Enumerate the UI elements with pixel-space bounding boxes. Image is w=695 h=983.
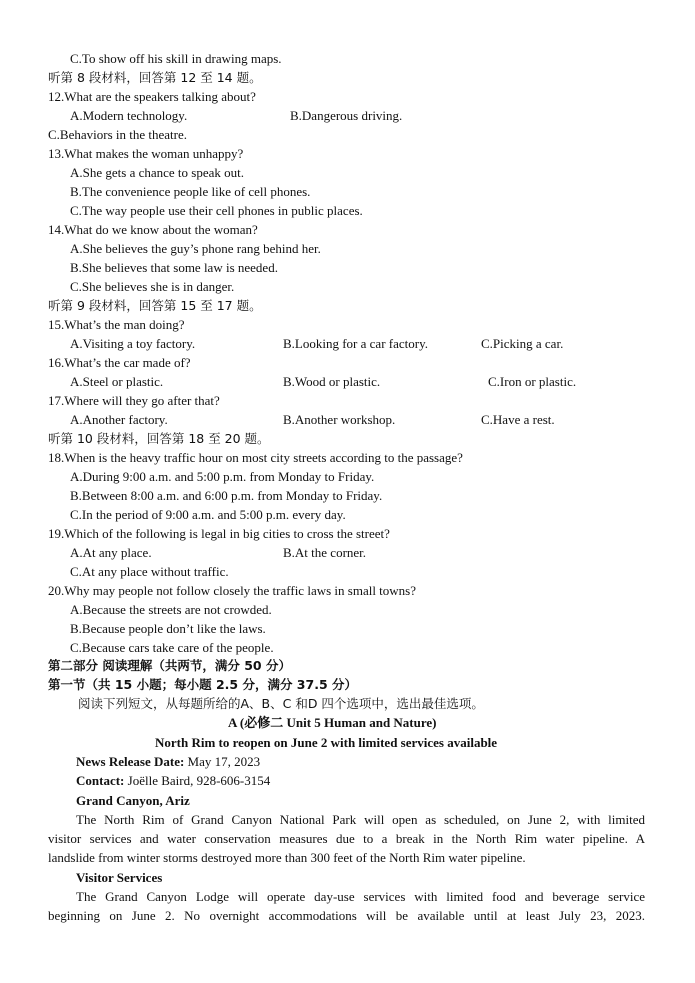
question-16-option-b: B.Wood or plastic. [283, 374, 381, 389]
question-18: 18.When is the heavy traffic hour on most city streets according to the passage? [48, 450, 463, 465]
paragraph-2-line-1: The Grand Canyon Lodge will operate day-use services with limited food and beverage service [76, 889, 645, 904]
question-13-option-a: A.She gets a chance to speak out. [70, 165, 245, 180]
question-17-option-c: C.Have a rest. [481, 412, 555, 427]
question-18-option-b: B.Between 8:00 a.m. and 6:00 p.m. from Monday to Friday. [70, 488, 383, 503]
question-15-option-b: B.Looking for a car factory. [283, 336, 428, 351]
question-18-option-c: C.In the period of 9:00 a.m. and 5:00 p.m. every day. [70, 507, 346, 522]
question-12: 12.What are the speakers talking about? [48, 89, 256, 104]
news-release-date-value: May 17, 2023 [184, 754, 261, 769]
question-15-option-c: C.Picking a car. [481, 336, 564, 351]
question-20-option-a: A.Because the streets are not crowded. [70, 602, 272, 617]
question-19-option-b: B.At the corner. [283, 545, 367, 560]
news-release-date-label: News Release Date: [76, 754, 185, 769]
question-18-option-a: A.During 9:00 a.m. and 5:00 p.m. from Monday to Friday. [70, 469, 375, 484]
section-1-heading: 第一节（共 15 小题；每小题 2.5 分，满分 37.5 分） [48, 677, 357, 692]
section-heading-9: 听第 9 段材料，回答第 15 至 17 题。 [48, 298, 262, 313]
question-19-option-c: C.At any place without traffic. [70, 564, 229, 579]
instructions: 阅读下列短文，从每题所给的A、B、C 和D 四个选项中，选出最佳选项。 [78, 696, 484, 711]
paragraph-1-line-2: visitor services and water conservation measures due to a break in the North Rim water pipeline. A [48, 831, 645, 846]
question-13-option-c: C.The way people use their cell phones in public places. [70, 203, 363, 218]
question-15-option-a: A.Visiting a toy factory. [70, 336, 196, 351]
section-heading-10: 听第 10 段材料，回答第 18 至 20 题。 [48, 431, 270, 446]
paragraph-1-line-3: landslide from winter storms destroyed more than 300 feet of the North Rim water pipeline. [48, 850, 526, 865]
question-19: 19.Which of the following is legal in big cities to cross the street? [48, 526, 390, 541]
question-17-option-a: A.Another factory. [70, 412, 168, 427]
question-12-option-a: A.Modern technology. [70, 108, 188, 123]
contact [76, 771, 270, 790]
question-14-option-c: C.She believes she is in danger. [70, 279, 235, 294]
section-heading-8: 听第 8 段材料，回答第 12 至 14 题。 [48, 70, 262, 85]
question-19-option-a: A.At any place. [70, 545, 152, 560]
paragraph-1-line-1: The North Rim of Grand Canyon National Park will open as scheduled, on June 2, with limited [76, 812, 645, 827]
paragraph-2-line-2: beginning on June 2. No overnight accommodations will be available until at least July 23, 2023. [48, 908, 645, 923]
contact-value: Joëlle Baird, 928-606-3154 [124, 773, 271, 788]
question-20-option-c: C.Because cars take care of the people. [70, 640, 274, 655]
question-14-option-a: A.She believes the guy’s phone rang behind her. [70, 241, 321, 256]
question-13-option-b: B.The convenience people like of cell phones. [70, 184, 311, 199]
question-20: 20.Why may people not follow closely the traffic laws in small towns? [48, 583, 417, 598]
question-11-option-c: C.To show off his skill in drawing maps. [70, 51, 282, 66]
question-15: 15.What’s the man doing? [48, 317, 185, 332]
contact-label: Contact: [76, 773, 125, 788]
question-12-option-b: B.Dangerous driving. [290, 108, 403, 123]
question-14: 14.What do we know about the woman? [48, 222, 258, 237]
question-12-option-c: C.Behaviors in the theatre. [48, 127, 187, 142]
dateline: Grand Canyon, Ariz [76, 793, 190, 808]
part-2-heading: 第二部分 阅读理解（共两节，满分 50 分） [48, 658, 291, 673]
question-16: 16.What’s the car made of? [48, 355, 191, 370]
passage-label: A (必修二 Unit 5 Human and Nature) [228, 715, 437, 730]
question-16-option-a: A.Steel or plastic. [70, 374, 164, 389]
question-14-option-b: B.She believes that some law is needed. [70, 260, 278, 275]
news-release-date [76, 752, 260, 771]
question-20-option-b: B.Because people don’t like the laws. [70, 621, 266, 636]
question-17-option-b: B.Another workshop. [283, 412, 396, 427]
passage-headline: North Rim to reopen on June 2 with limited services available [155, 735, 498, 750]
visitor-services-heading: Visitor Services [76, 870, 163, 885]
question-16-option-c: C.Iron or plastic. [488, 374, 577, 389]
question-13: 13.What makes the woman unhappy? [48, 146, 244, 161]
question-17: 17.Where will they go after that? [48, 393, 220, 408]
